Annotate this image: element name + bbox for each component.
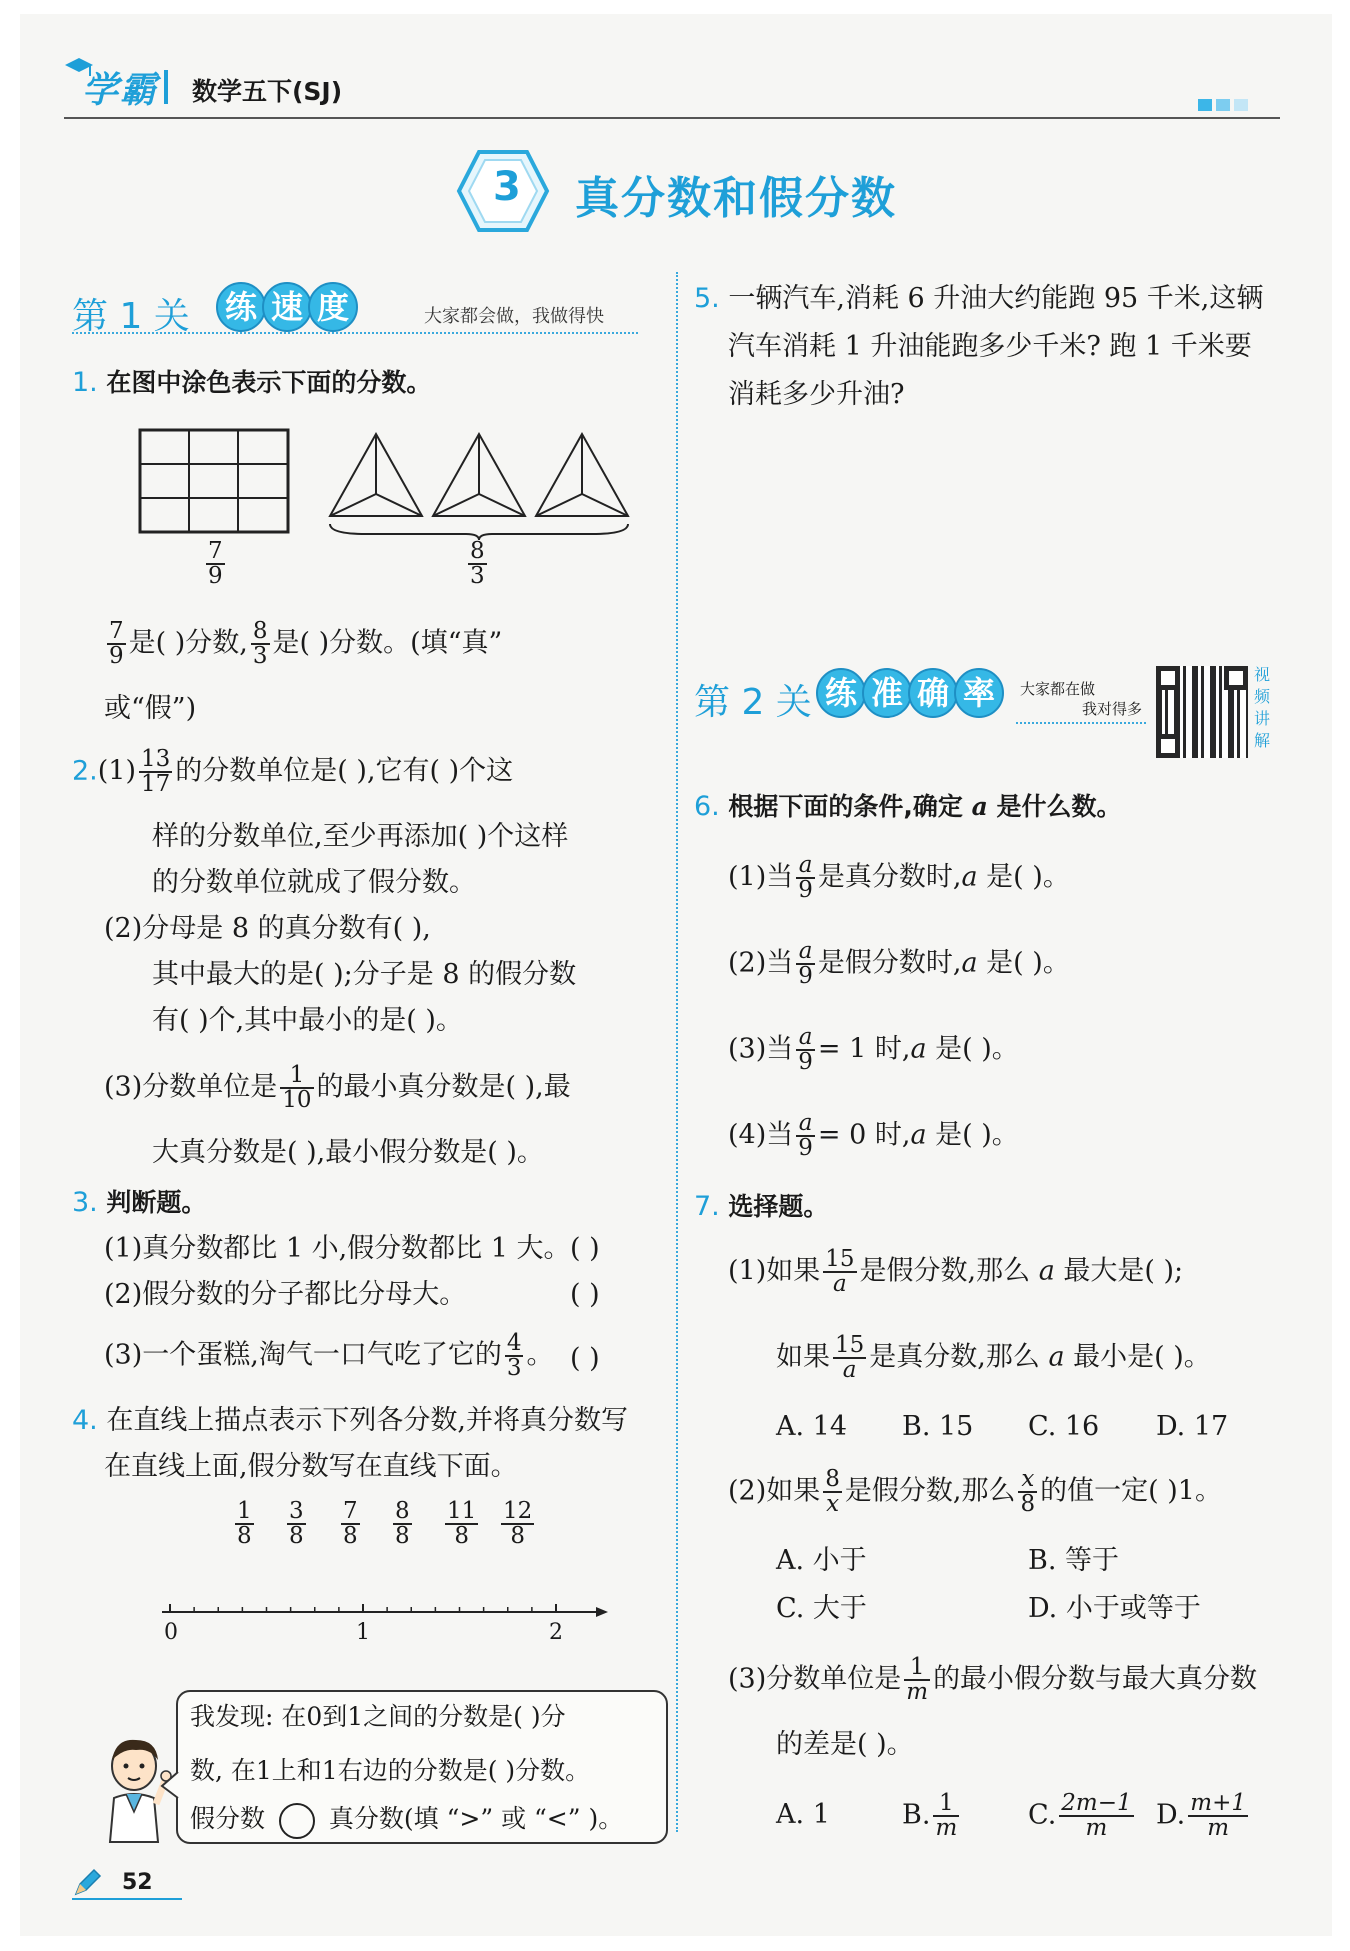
footer-rule xyxy=(72,1898,182,1900)
axis-label-2: 2 xyxy=(549,1620,563,1645)
axis-label-1: 1 xyxy=(356,1620,370,1645)
video-label: 视 频 讲 解 xyxy=(1254,665,1271,750)
q6-item1: (1)当 $\frac{a}{9}$ 是真分数时,a 是( )。 xyxy=(728,852,1070,903)
number-line xyxy=(160,1598,610,1648)
number-line-arrow xyxy=(596,1607,608,1617)
level1-badge: 练 速 度 xyxy=(216,282,354,332)
q2-part3-line2: 大真分数是( ),最小假分数是( )。 xyxy=(152,1137,544,1168)
header xyxy=(58,56,1280,120)
triangles-figure xyxy=(326,430,632,540)
q5-line3: 消耗多少升油? xyxy=(728,379,905,410)
pencil-icon xyxy=(72,1868,102,1898)
header-rule xyxy=(64,117,1280,119)
q5-line2: 汽车消耗 1 升油能跑多少千米? 跑 1 千米要 xyxy=(728,331,1252,362)
q2-part2-line3: 有( )个,其中最小的是( )。 xyxy=(152,1005,463,1036)
q7-part2: (2)如果 $\frac{8}{x}$ 是假分数,那么 $\frac{x}{8}$ 的值一定( )1。 xyxy=(728,1466,1222,1517)
q3-item2: (2)假分数的分子都比分母大。 xyxy=(104,1279,467,1310)
q7-part3: (3)分数单位是 $\frac{1}{m}$ 的最小假分数与最大真分数 xyxy=(728,1654,1258,1705)
grid-fraction: $\frac{7}{9}$ xyxy=(208,538,223,589)
unit-heading xyxy=(455,148,935,234)
level2-label: 第 2 关 xyxy=(694,682,812,723)
grid-figure xyxy=(138,428,290,534)
book-title: 数学五下(SJ) xyxy=(192,77,343,106)
q7-title: 7. 选择题。 xyxy=(694,1191,829,1222)
level2-dotted-rule xyxy=(1016,722,1146,724)
discover-line2: 数, 在1上和1右边的分数是( )分数。 xyxy=(190,1756,591,1785)
axis-label-0: 0 xyxy=(164,1620,178,1645)
q2-part2: (2)分母是 8 的真分数有( ), xyxy=(104,913,431,944)
q4-text: 4. 在直线上描点表示下列各分数,并将真分数写 xyxy=(72,1405,628,1436)
discover-line3: 假分数 真分数(填 “>” 或 “<” )。 xyxy=(190,1796,623,1842)
level2-slogan1: 大家都在做 xyxy=(1020,680,1096,698)
level1-label: 第 1 关 xyxy=(72,296,190,337)
q4-text2: 在直线上面,假分数写在直线下面。 xyxy=(104,1451,518,1482)
q5-line1: 5. 一辆汽车,消耗 6 升油大约能跑 95 千米,这辆 xyxy=(694,283,1264,314)
q6-item2: (2)当 $\frac{a}{9}$ 是假分数时,a 是( )。 xyxy=(728,938,1070,989)
q4-fraction-list: $\frac{1}{8}$ $\frac{3}{8}$ $\frac{7}{8}$ $\frac{8}{8}$ $\frac{11}{8}$ $\frac{12}{8}$ xyxy=(237,1498,533,1549)
q3-item1: (1)真分数都比 1 小,假分数都比 1 大。 xyxy=(104,1233,571,1264)
q6-item4: (4)当 $\frac{a}{9}$ = 0 时,a 是( )。 xyxy=(728,1110,1019,1161)
unit-title: 真分数和假分数 xyxy=(575,173,897,224)
q1-title: 1. 在图中涂色表示下面的分数。 xyxy=(72,367,432,398)
page-number: 52 xyxy=(122,1870,153,1895)
header-divider-bar xyxy=(164,70,168,104)
q2-part3: (3)分数单位是 $\frac{1}{10}$ 的最小真分数是( ),最 xyxy=(104,1062,571,1113)
q7-part3-line2: 的差是( )。 xyxy=(776,1729,914,1760)
discover-line1: 我发现: 在0到1之间的分数是( )分 xyxy=(190,1702,566,1731)
qr-code[interactable] xyxy=(1156,666,1248,758)
level1-banner xyxy=(72,282,642,342)
level2-slogan2: 我对得多 xyxy=(1082,700,1143,718)
q6-item3: (3)当 $\frac{a}{9}$ = 1 时,a 是( )。 xyxy=(728,1024,1019,1075)
header-squares xyxy=(1198,96,1248,115)
q2-part2-line2: 其中最大的是( );分子是 8 的假分数 xyxy=(152,959,577,990)
triangles-fraction: $\frac{8}{3}$ xyxy=(470,538,485,589)
q3-item3: (3)一个蛋糕,淘气一口气吃了它的 $\frac{4}{3}$ 。 xyxy=(104,1330,554,1381)
unit-number: 3 xyxy=(493,164,521,210)
level2-banner xyxy=(694,665,1284,758)
q2-part1-line3: 的分数单位就成了假分数。 xyxy=(152,867,476,898)
level1-dotted-rule xyxy=(72,332,638,334)
column-divider xyxy=(676,272,678,1832)
brand-logo: 学霸 xyxy=(82,70,159,111)
q1-fill-line2: 或“假”) xyxy=(104,693,197,724)
speech-tail xyxy=(160,1770,180,1800)
compare-circle-input[interactable] xyxy=(279,1803,315,1839)
q2-part1: 2.(1) $\frac{13}{17}$ 的分数单位是( ),它有( )个这 xyxy=(72,746,514,797)
level2-badge: 练 准 确 率 xyxy=(816,668,1000,718)
q7-part1: (1)如果 $\frac{15}{a}$ 是假分数,那么 a 最大是( ); xyxy=(728,1246,1184,1297)
q3-item1-paren: ( ) xyxy=(570,1233,600,1264)
q1-fill-line: $\frac{7}{9}$ 是( )分数, $\frac{8}{3}$ 是( )分数。(填“真” xyxy=(109,618,503,669)
q6-title: 6. 根据下面的条件,确定 a 是什么数。 xyxy=(694,791,1122,822)
q3-item2-paren: ( ) xyxy=(570,1279,600,1310)
q7-part1-line2: 如果 $\frac{15}{a}$ 是真分数,那么 a 最小是( )。 xyxy=(776,1332,1211,1383)
q3-item3-paren: ( ) xyxy=(570,1343,600,1374)
q3-title: 3. 判断题。 xyxy=(72,1187,207,1218)
q2-part1-line2: 样的分数单位,至少再添加( )个这样 xyxy=(152,821,569,852)
level1-slogan: 大家都会做，我做得快 xyxy=(424,306,604,327)
